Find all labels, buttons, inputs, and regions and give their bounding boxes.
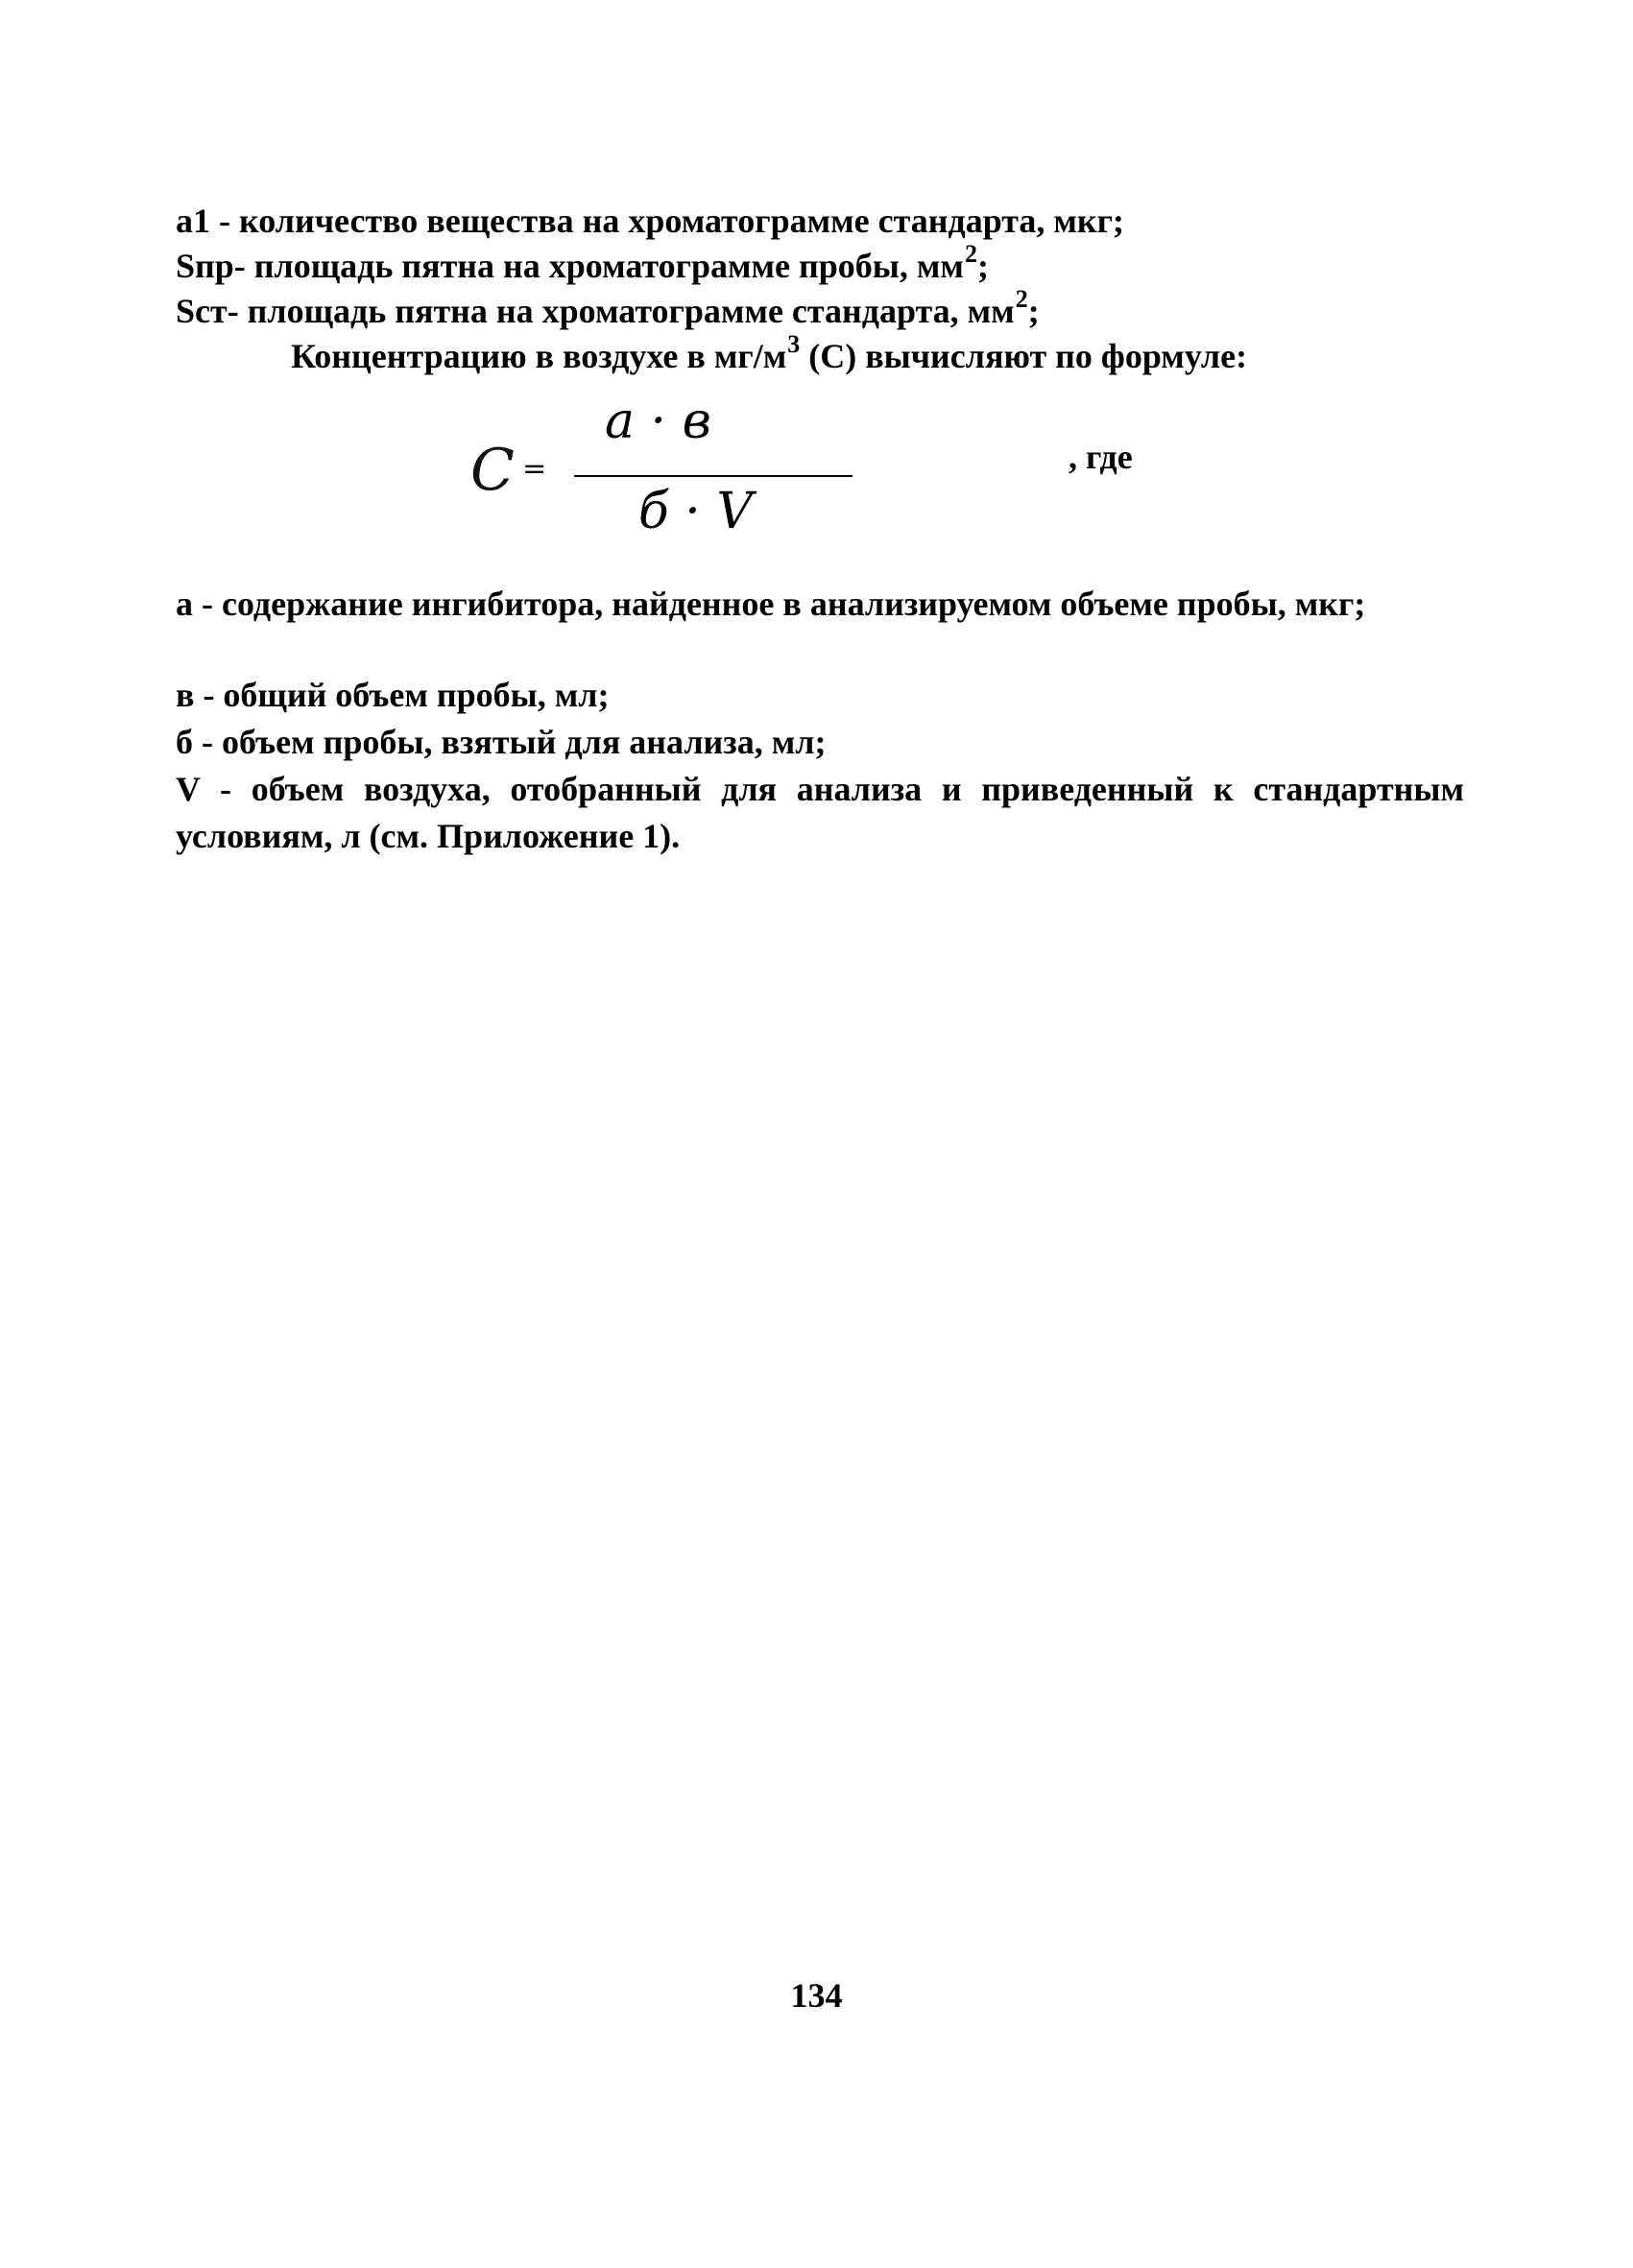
- definition-s-pr-sup: 2: [964, 240, 977, 268]
- formula-intro: [291, 330, 1248, 382]
- formula-intro-text: Концентрацию в воздухе в мг/м: [291, 337, 787, 375]
- definition-s-st-text: - площадь пятна на хроматограмме стандарта, мм: [227, 292, 1015, 330]
- symbol-s-pr: Sпр: [176, 247, 234, 285]
- concentration-formula: [461, 389, 998, 557]
- definition-s-st-tail: ;: [1027, 292, 1040, 330]
- definition-air-volume: V - объем воздуха, отобранный для анализа и приведенный к стандартным условиям, л (см. Приложение 1).: [176, 770, 1464, 855]
- formula-denominator: б · V: [638, 483, 753, 540]
- definition-a: а - содержание ингибитора, найденное в анализируемом объеме пробы, мкг;: [176, 585, 1366, 623]
- formula-lhs: С: [470, 437, 515, 504]
- definition-s-pr-text: - площадь пятна на хроматограмме пробы, мм: [233, 247, 964, 285]
- formula-numerator: a · в: [605, 393, 711, 450]
- fraction-bar: [574, 475, 853, 477]
- page-number: 134: [790, 1976, 843, 2015]
- formula-where: , где: [1069, 438, 1133, 476]
- formula-intro-tail: (С) вычисляют по формуле:: [800, 337, 1248, 375]
- symbol-s-st: Sст: [176, 292, 228, 330]
- definition-s-st: [176, 285, 1040, 337]
- formula-equals: =: [522, 452, 547, 486]
- definition-a1: [176, 199, 1124, 243]
- definition-s-pr: [176, 240, 989, 292]
- formula-intro-sup: 3: [787, 330, 801, 358]
- definition-s-st-sup: 2: [1015, 285, 1028, 313]
- definition-b: б - объем пробы, взятый для анализа, мл;: [176, 723, 827, 761]
- definition-a1-text: - количество вещества на хроматограмме стандарта, мкг;: [210, 202, 1124, 240]
- definition-s-pr-tail: ;: [976, 247, 989, 285]
- definition-v-total: в - общий объем пробы, мл;: [176, 676, 610, 714]
- symbol-a1: a1: [176, 202, 210, 240]
